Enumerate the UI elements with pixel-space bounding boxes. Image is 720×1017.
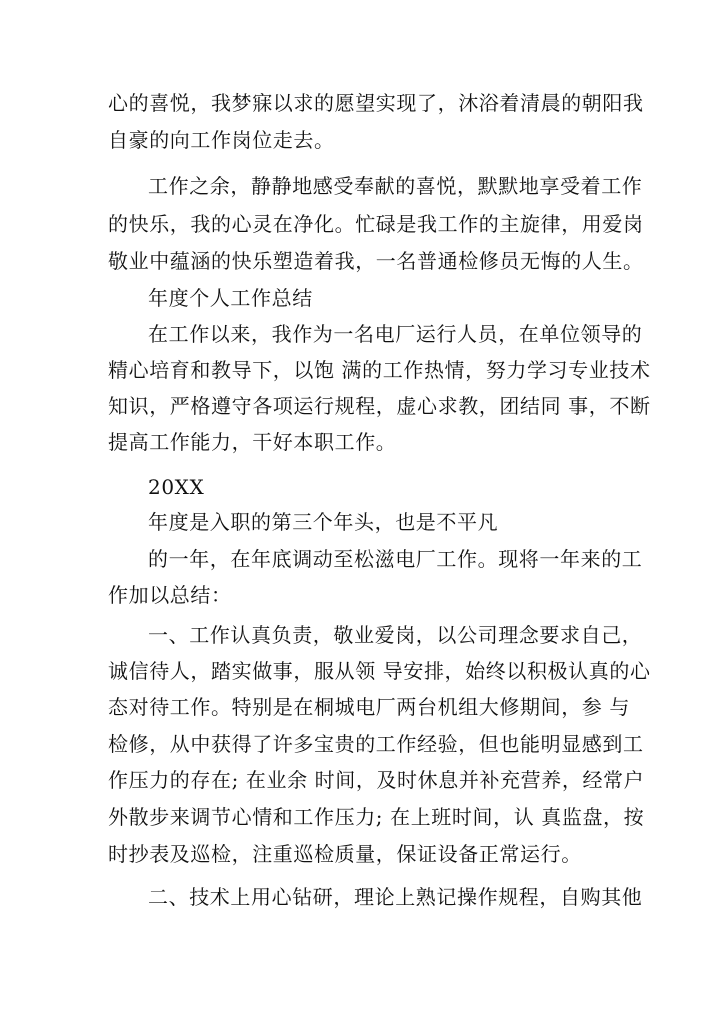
text-line: 的快乐，我的心灵在净化。忙碌是我工作的主旋律，用爱岗 <box>108 212 644 236</box>
text-line: 在工作以来，我作为一名电厂运行人员，在单位领导的 <box>148 322 643 346</box>
text-line: 态对待工作。特别是在桐城电厂两台机组大修期间，参 与 <box>108 695 630 719</box>
text-line: 二、技术上用心钻研，理论上熟记操作规程，自购其他 <box>148 885 643 909</box>
text-line: 提高工作能力，干好本职工作。 <box>108 430 397 454</box>
text-line: 自豪的向工作岗位走去。 <box>108 128 335 152</box>
text-line: 的一年，在年底调动至松滋电厂工作。现将一年来的工 <box>148 547 643 571</box>
section-title: 年度个人工作总结 <box>148 286 313 310</box>
text-line: 年度是入职的第三个年头，也是不平凡 <box>148 510 499 534</box>
text-line: 工作之余，静静地感受奉献的喜悦，默默地享受着工作 <box>148 174 643 198</box>
text-line: 敬业中蕴涵的快乐塑造着我，一名普通检修员无悔的人生。 <box>108 249 644 273</box>
text-line: 作加以总结： <box>108 583 232 607</box>
text-line: 诚信待人，踏实做事，服从领 导安排，始终以积极认真的心 <box>108 659 651 683</box>
text-line: 知识，严格遵守各项运行规程，虚心求教，团结同 事，不断 <box>108 394 651 418</box>
text-line: 作压力的存在; 在业余 时间，及时休息并补充营养，经常户 <box>108 768 645 792</box>
text-line: 外散步来调节心情和工作压力; 在上班时间，认 真监盘，按 <box>108 805 645 829</box>
text-line: 精心培育和教导下，以饱 满的工作热情，努力学习专业技术 <box>108 358 651 382</box>
year-label: 20XX <box>148 475 205 499</box>
text-line: 时抄表及巡检，注重巡检质量，保证设备正常运行。 <box>108 842 582 866</box>
text-line: 一、工作认真负责，敬业爱岗，以公司理念要求自己， <box>148 623 643 647</box>
text-line: 检修，从中获得了许多宝贵的工作经验，但也能明显感到工 <box>108 732 644 756</box>
text-line: 心的喜悦，我梦寐以求的愿望实现了，沐浴着清晨的朝阳我 <box>108 91 644 115</box>
